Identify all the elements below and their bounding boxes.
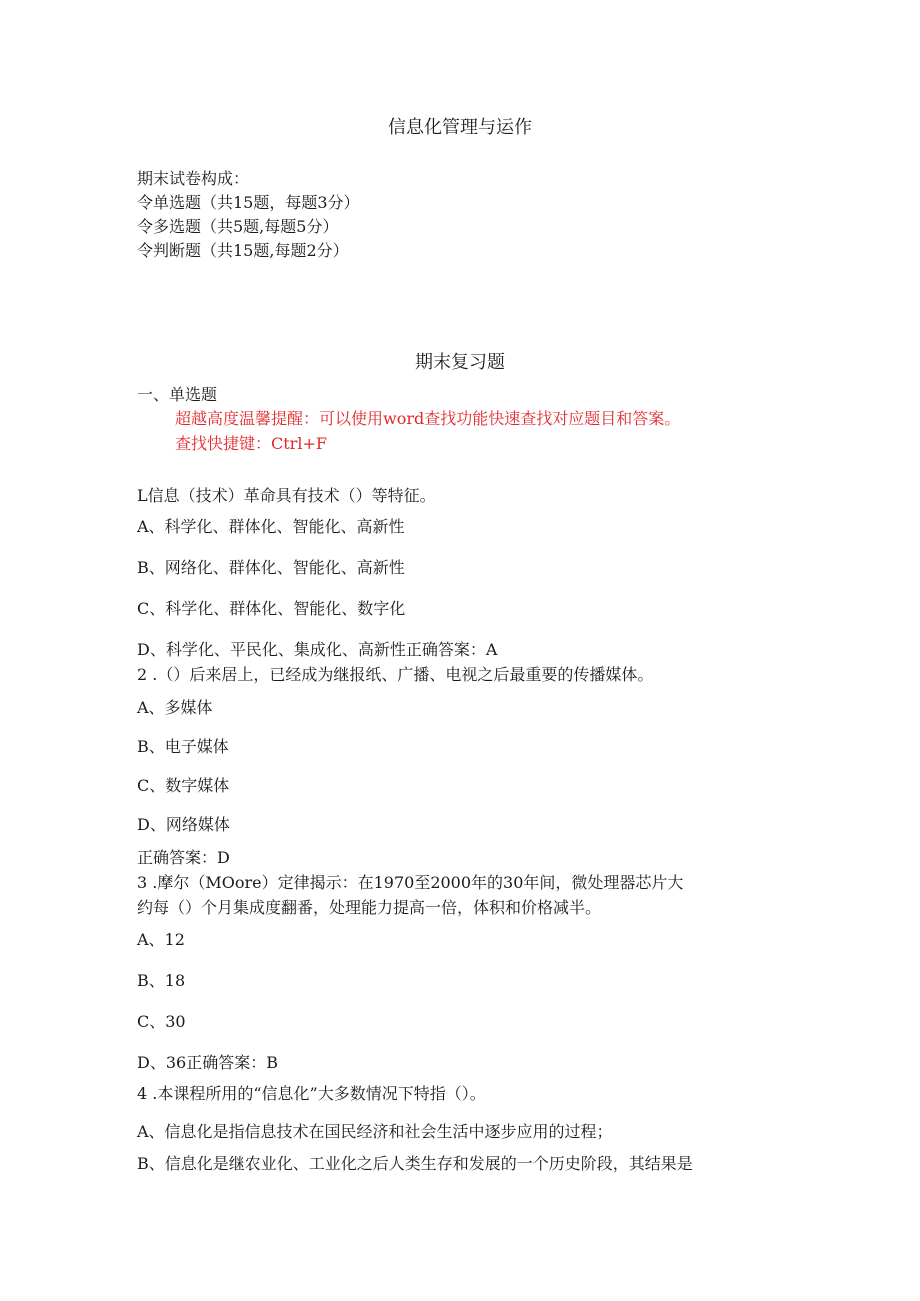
question-option: A、多媒体	[137, 698, 213, 717]
question-stem: L信息（技术）革命具有技术（）等特征。	[137, 486, 436, 505]
question-option: C、数字媒体	[137, 776, 230, 795]
notice-line: 超越高度温馨提醒：可以使用word查找功能快速查找对应题目和答案。	[175, 409, 681, 428]
question-option: A、信息化是指信息技术在国民经济和社会生活中逐步应用的过程；	[137, 1122, 613, 1141]
question-option: A、12	[137, 930, 185, 949]
composition-item: 令多选题（共5题,每题5分）	[137, 217, 339, 236]
question-option: C、30	[137, 1012, 186, 1031]
question-option: D、网络媒体	[137, 815, 230, 834]
question-option: B、电子媒体	[137, 737, 229, 756]
question-stem: 4 .本课程所用的“信息化”大多数情况下特指（）。	[137, 1084, 486, 1103]
question-option: A、科学化、群体化、智能化、高新性	[137, 517, 405, 536]
review-title: 期末复习题	[415, 352, 505, 373]
composition-item: 令单选题（共15题，每题3分）	[137, 193, 360, 212]
question-stem: 3 .摩尔（MOore）定律揭示：在1970至2000年的30年间，微处理器芯片大	[137, 873, 684, 892]
notice-line: 查找快捷键：Ctrl+F	[175, 434, 327, 453]
question-option: B、信息化是继农业化、工业化之后人类生存和发展的一个历史阶段，其结果是	[137, 1154, 693, 1173]
question-stem: 2 .（）后来居上，已经成为继报纸、广播、电视之后最重要的传播媒体。	[137, 665, 654, 684]
composition-heading: 期末试卷构成：	[137, 169, 250, 188]
section-heading: 一、单选题	[137, 385, 218, 404]
document-title: 信息化管理与运作	[388, 117, 532, 138]
composition-item: 令判断题（共15题,每题2分）	[137, 241, 349, 260]
question-option: B、18	[137, 971, 186, 990]
question-option: C、科学化、群体化、智能化、数字化	[137, 599, 406, 618]
question-option: D、36正确答案：B	[137, 1053, 278, 1072]
question-option: D、科学化、平民化、集成化、高新性正确答案：A	[137, 640, 498, 659]
question-stem: 约每（）个月集成度翻番，处理能力提高一倍，体积和价格减半。	[137, 898, 602, 917]
question-option: B、网络化、群体化、智能化、高新性	[137, 558, 405, 577]
correct-answer: 正确答案：D	[137, 848, 230, 867]
